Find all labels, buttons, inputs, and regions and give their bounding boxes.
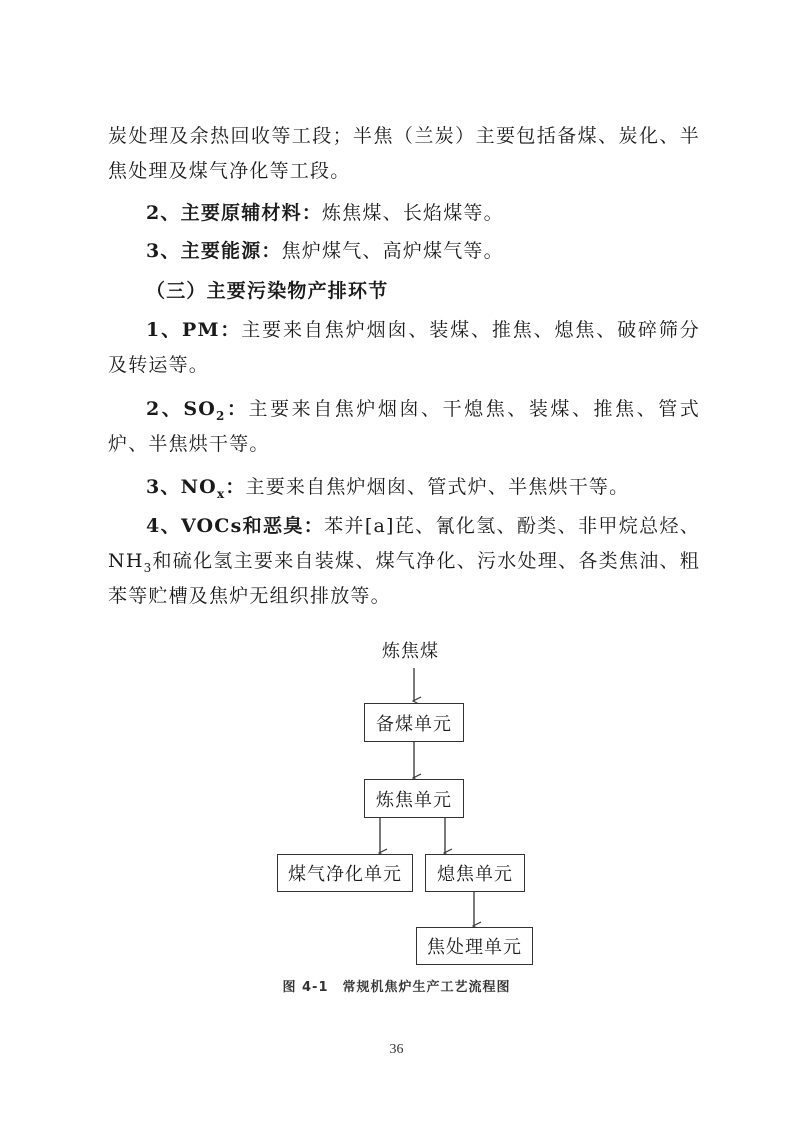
paragraph-label: 4、VOCs和恶臭： bbox=[146, 515, 325, 537]
paragraph-process-sections bbox=[108, 119, 700, 189]
paragraph-text: 主要来自焦炉烟囱、干熄焦、装煤、推焦、管式炉、半焦烘干等。 bbox=[108, 398, 701, 455]
paragraph-so2 bbox=[108, 392, 700, 462]
paragraph-pm bbox=[108, 313, 700, 383]
paragraph-energy bbox=[108, 234, 700, 269]
flowchart-input-label: 炼焦煤 bbox=[382, 641, 439, 662]
node-label: 煤气净化单元 bbox=[288, 864, 402, 885]
paragraph-label: 2、主要原辅材料： bbox=[146, 202, 323, 224]
flowchart-node-coal-prep bbox=[364, 703, 464, 742]
flowchart-node-coking bbox=[364, 779, 464, 818]
node-label: 熄焦单元 bbox=[437, 864, 513, 885]
paragraph-nox bbox=[108, 470, 700, 505]
paragraph-label: 2、$SO_2$： bbox=[146, 398, 249, 423]
paragraph-text: 炭处理及余热回收等工段；半焦（兰炭）主要包括备煤、炭化、半焦处理及煤气净化等工段。 bbox=[108, 125, 700, 182]
paragraph-text: 苯并[a]芘、氰化氢、酚类、非甲烷总烃、$NH_3$和硫化氢主要来自装煤、煤气净化、污水处理、各类焦油、粗苯等贮槽及焦炉无组织排放等。 bbox=[108, 515, 701, 607]
paragraph-raw-materials bbox=[108, 196, 700, 231]
flowchart-node-gas-purification bbox=[277, 854, 413, 892]
paragraph-text: 焦炉煤气、高炉煤气等。 bbox=[281, 240, 504, 262]
paragraph-text: 炼焦煤、长焰煤等。 bbox=[322, 202, 504, 224]
node-label: 备煤单元 bbox=[376, 713, 452, 735]
node-label: 焦处理单元 bbox=[427, 937, 522, 958]
paragraph-text: 主要来自焦炉烟囱、装煤、推焦、熄焦、破碎筛分及转运等。 bbox=[108, 319, 701, 376]
flowchart-node-quenching bbox=[425, 854, 525, 892]
paragraph-label: 1、PM： bbox=[146, 319, 242, 341]
figure-caption: 图 4-1 常规机焦炉生产工艺流程图 bbox=[282, 980, 511, 995]
section-heading bbox=[108, 274, 700, 309]
paragraph-vocs bbox=[108, 509, 700, 614]
page-number: 36 bbox=[389, 1042, 404, 1057]
paragraph-label: 3、$NO_x$： bbox=[146, 476, 246, 501]
section-heading-text: （三）主要污染物产排环节 bbox=[146, 280, 389, 302]
flowchart-node-coke-treatment bbox=[416, 927, 533, 965]
paragraph-text: 主要来自焦炉烟囱、管式炉、半焦烘干等。 bbox=[245, 476, 630, 498]
node-label: 炼焦单元 bbox=[376, 789, 452, 811]
paragraph-label: 3、主要能源： bbox=[146, 240, 282, 262]
